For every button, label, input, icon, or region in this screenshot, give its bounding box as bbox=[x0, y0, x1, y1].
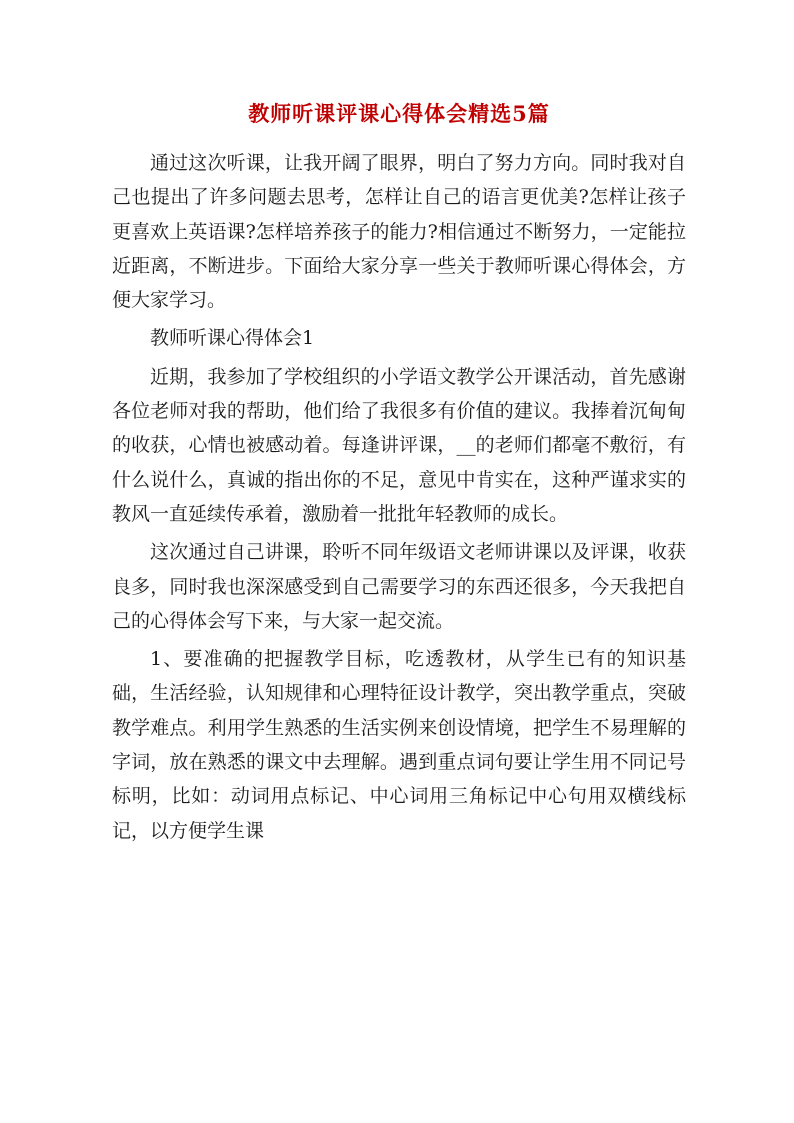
body-paragraph-2: 这次通过自己讲课，聆听不同年级语文老师讲课以及评课，收获良多，同时我也深深感受到自己需要学习的东西还很多，今天我把自己的心得体会写下来，与大家一起交流。 bbox=[112, 541, 686, 632]
section-heading: 教师听课心得体会1 bbox=[150, 327, 315, 350]
intro-paragraph: 通过这次听课，让我开阔了眼界，明白了努力方向。同时我对自己也提出了许多问题去思考，怎样让自己的语言更优美?怎样让孩子更喜欢上英语课?怎样培养孩子的能力?相信通过不断努力，一定能拉近距离，不断进步。下面给大家分享一些关于教师听课心得体会，方便大家学习。 bbox=[112, 152, 686, 312]
body-paragraph-3: 1、要准确的把握教学目标，吃透教材，从学生已有的知识基础，生活经验，认知规律和心理特征设计教学，突出教学重点，突破教学难点。利用学生熟悉的生活实例来创设情境，把学生不易理解的字词，放在熟悉的课文中去理解。遇到重点词句要让学生用不同记号标明，比如：动词用点标记、中心词用三角标记中心句用双横线标记，以方便学生课 bbox=[112, 648, 686, 842]
body-paragraph-1: 近期，我参加了学校组织的小学语文教学公开课活动，首先感谢各位老师对我的帮助，他们给了我很多有价值的建议。我捧着沉甸甸的收获，心情也被感动着。每逢讲评课，__的老师们都毫不敷衍，有什么说什么，真诚的指出你的不足，意见中肯实在，这种严谨求实的教风一直延续传承着，激励着一批批年轻教师的成长。 bbox=[112, 365, 686, 525]
document-title: 教师听课评课心得体会精选5篇 bbox=[248, 101, 550, 126]
document-page bbox=[112, 100, 686, 848]
